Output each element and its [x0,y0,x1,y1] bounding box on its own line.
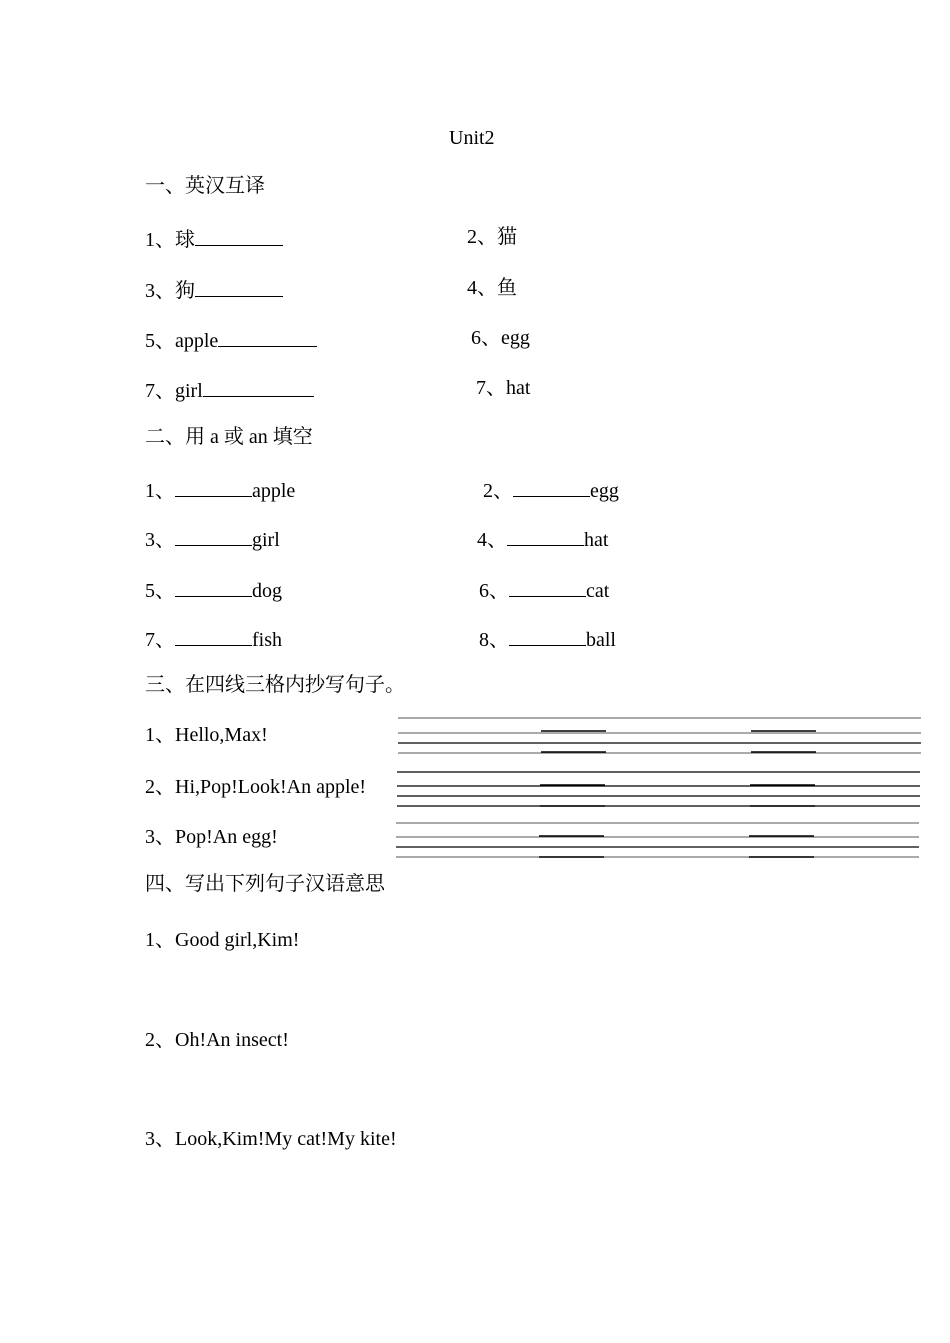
item-number: 4、 [477,529,507,551]
item-number: 7、 [145,629,175,651]
s4-sentence-2: 2、Oh!An insect! [145,1029,289,1051]
item-number: 6、 [471,327,501,349]
item-word: 猫 [497,226,517,248]
s4-sentence-1: 1、Good girl,Kim! [145,929,300,951]
item-number: 4、 [467,277,497,299]
item-word: egg [590,480,619,502]
item-word: dog [252,580,282,602]
item-word: fish [252,629,282,651]
writing-grid-3[interactable] [396,823,919,857]
item-word: 狗 [175,280,195,302]
section-2-heading: 二、用 a 或 an 填空 [145,426,313,448]
s4-sentence-3: 3、Look,Kim!My cat!My kite! [145,1128,397,1150]
item-word: egg [501,327,530,349]
writing-grid-1[interactable] [398,718,921,753]
page-title: Unit2 [449,127,495,149]
s3-sentence-1: 1、Hello,Max! [145,724,268,746]
item-word: girl [175,380,203,402]
item-word: apple [252,480,296,502]
item-number: 7、 [476,377,506,399]
item-number: 1、 [145,480,175,502]
item-word: cat [586,580,610,602]
section-4-heading: 四、写出下列句子汉语意思 [145,873,385,895]
item-word: hat [506,377,531,399]
section-3-heading: 三、在四线三格内抄写句子。 [145,674,405,696]
item-word: 鱼 [497,277,517,299]
item-number: 2、 [467,226,497,248]
writing-grid-2[interactable] [397,772,920,806]
item-number: 3、 [145,280,175,302]
item-number: 8、 [479,629,509,651]
item-word: girl [252,529,280,551]
item-word: apple [175,330,219,352]
item-word: 球 [175,229,195,251]
item-number: 5、 [145,580,175,602]
section-1-heading: 一、英汉互译 [145,175,265,197]
item-word: hat [584,529,609,551]
item-number: 7、 [145,380,175,402]
item-word: ball [586,629,616,651]
s3-sentence-3: 3、Pop!An egg! [145,826,278,848]
item-number: 2、 [483,480,513,502]
item-number: 3、 [145,529,175,551]
item-number: 6、 [479,580,509,602]
s3-sentence-2: 2、Hi,Pop!Look!An apple! [145,776,367,798]
item-number: 1、 [145,229,175,251]
item-number: 5、 [145,330,175,352]
